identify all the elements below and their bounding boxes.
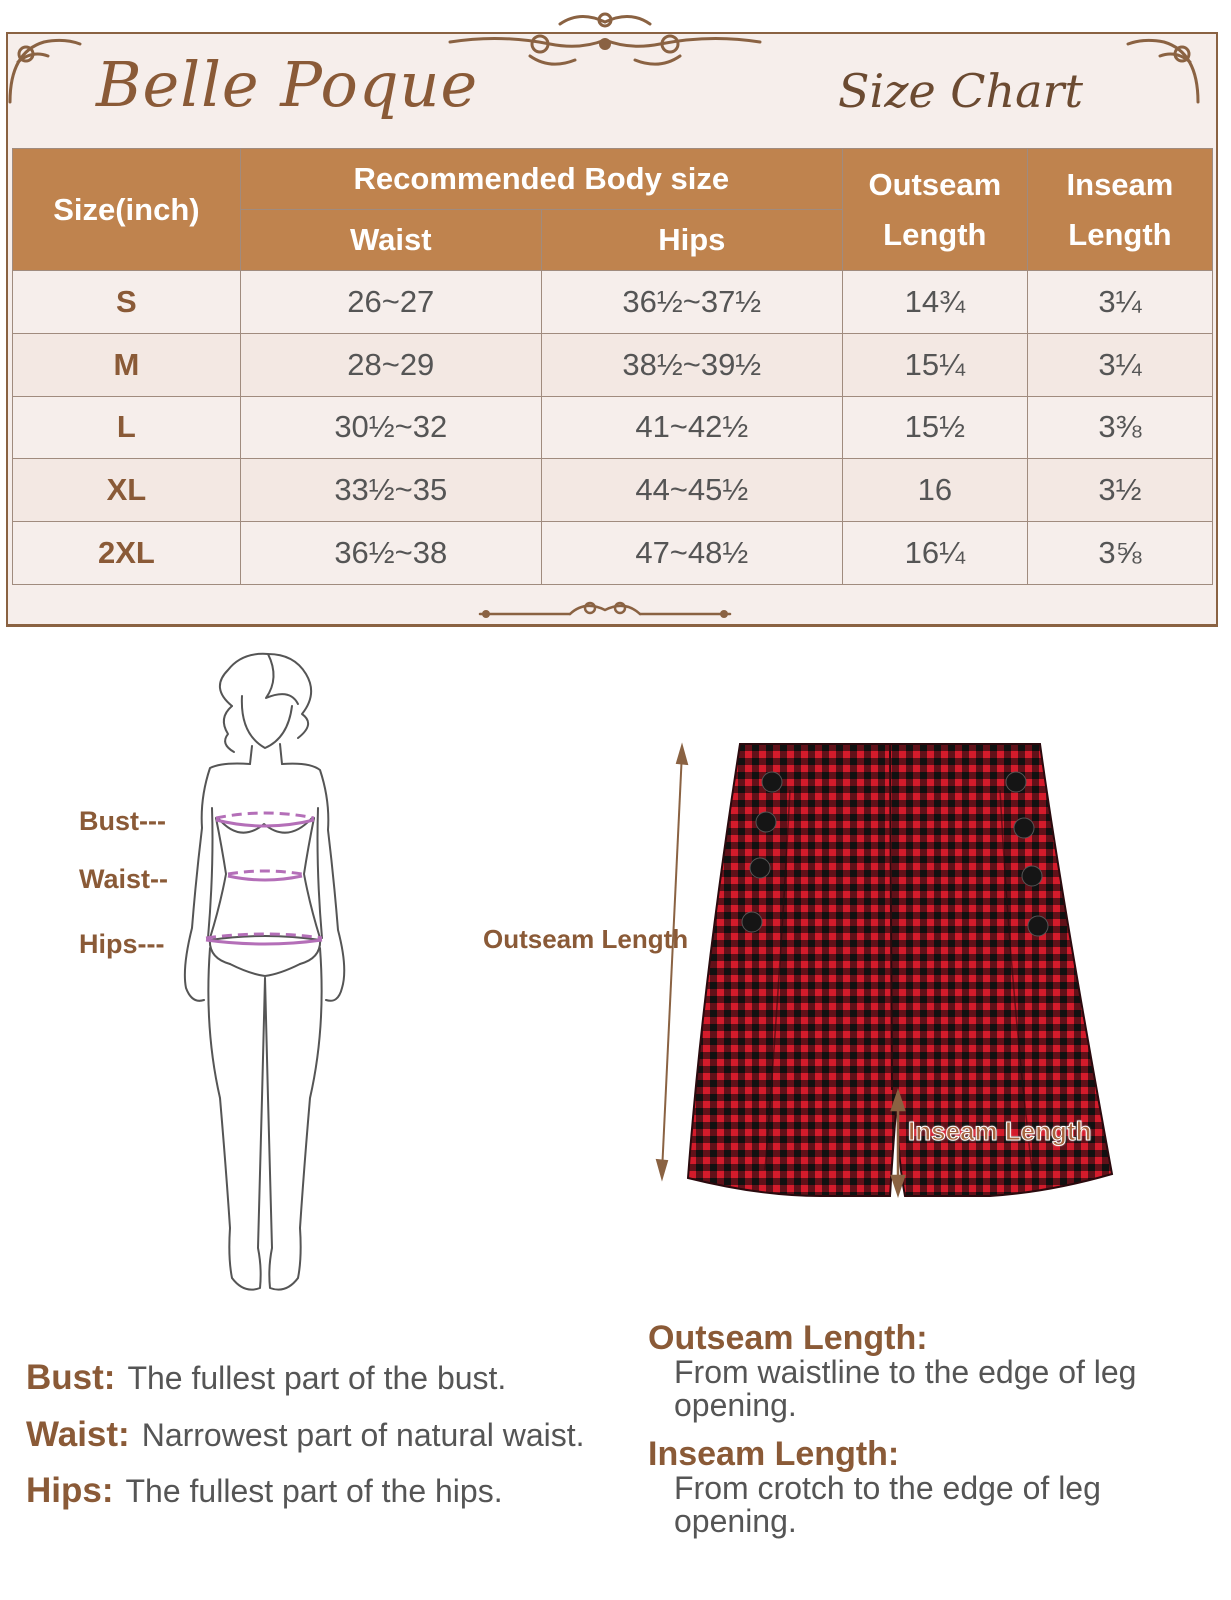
size-cell: S xyxy=(13,271,241,334)
brand-logo: Belle Poque xyxy=(96,48,479,121)
bust-label: Bust--- xyxy=(79,806,166,836)
table-row xyxy=(13,396,1213,459)
hips-cell: 38½~39½ xyxy=(541,333,842,396)
bust-description: The fullest part of the bust. xyxy=(127,1360,507,1396)
header-inseam-length: Inseam Length xyxy=(1027,149,1212,271)
bottom-divider-ornament-icon xyxy=(470,596,740,628)
header-recommended-body-size: Recommended Body size xyxy=(240,149,842,210)
outseam-cell: 14¾ xyxy=(842,271,1027,334)
outseam-description: From waistline to the edge of leg opening. xyxy=(674,1354,1137,1423)
outseam-cell: 16¼ xyxy=(842,522,1027,585)
table-row xyxy=(13,522,1213,585)
table-row xyxy=(13,459,1213,522)
top-left-corner-ornament-icon xyxy=(4,32,84,112)
waist-cell: 28~29 xyxy=(240,333,541,396)
waist-cell: 30½~32 xyxy=(240,396,541,459)
inseam-description: From crotch to the edge of leg opening. xyxy=(674,1470,1101,1539)
inseam-definition xyxy=(648,1436,1208,1538)
header-waist: Waist xyxy=(240,210,541,271)
hips-definition xyxy=(26,1471,503,1511)
table-row xyxy=(13,333,1213,396)
waist-label: Waist-- xyxy=(79,864,168,894)
waist-definition xyxy=(26,1415,585,1455)
hips-term: Hips: xyxy=(26,1471,114,1510)
bust-term: Bust: xyxy=(26,1358,116,1397)
waist-cell: 33½~35 xyxy=(240,459,541,522)
hips-cell: 44~45½ xyxy=(541,459,842,522)
hips-cell: 47~48½ xyxy=(541,522,842,585)
header-outseam-length: Outseam Length xyxy=(842,149,1027,271)
inseam-term: Inseam Length: xyxy=(648,1435,900,1473)
waist-description: Narrowest part of natural waist. xyxy=(141,1417,585,1453)
inseam-cell: 3¼ xyxy=(1027,271,1212,334)
outseam-term: Outseam Length: xyxy=(648,1319,928,1357)
size-cell: L xyxy=(13,396,241,459)
size-table xyxy=(12,148,1213,585)
hips-cell: 41~42½ xyxy=(541,396,842,459)
top-scroll-ornament-icon xyxy=(440,4,770,76)
outseam-cell: 16 xyxy=(842,459,1027,522)
top-right-corner-ornament-icon xyxy=(1124,32,1204,112)
waist-term: Waist: xyxy=(26,1415,130,1454)
waist-cell: 26~27 xyxy=(240,271,541,334)
bust-definition xyxy=(26,1358,506,1398)
inseam-cell: 3⅜ xyxy=(1027,396,1212,459)
size-cell: M xyxy=(13,333,241,396)
hips-cell: 36½~37½ xyxy=(541,271,842,334)
table-row xyxy=(13,271,1213,334)
waist-cell: 36½~38 xyxy=(240,522,541,585)
inseam-cell: 3¼ xyxy=(1027,333,1212,396)
hips-label: Hips--- xyxy=(79,929,165,959)
header-size: Size(inch) xyxy=(13,149,241,271)
chart-title: Size Chart xyxy=(838,64,1084,118)
outseam-definition xyxy=(648,1320,1208,1422)
size-cell: XL xyxy=(13,459,241,522)
outseam-cell: 15½ xyxy=(842,396,1027,459)
hips-description: The fullest part of the hips. xyxy=(125,1473,503,1509)
inseam-length-label: Inseam Length xyxy=(908,1116,1092,1146)
outseam-cell: 15¼ xyxy=(842,333,1027,396)
body-figure-illustration xyxy=(170,648,360,1298)
inseam-cell: 3⅝ xyxy=(1027,522,1212,585)
inseam-cell: 3½ xyxy=(1027,459,1212,522)
outseam-length-label: Outseam Length xyxy=(483,924,689,954)
size-cell: 2XL xyxy=(13,522,241,585)
header-hips: Hips xyxy=(541,210,842,271)
